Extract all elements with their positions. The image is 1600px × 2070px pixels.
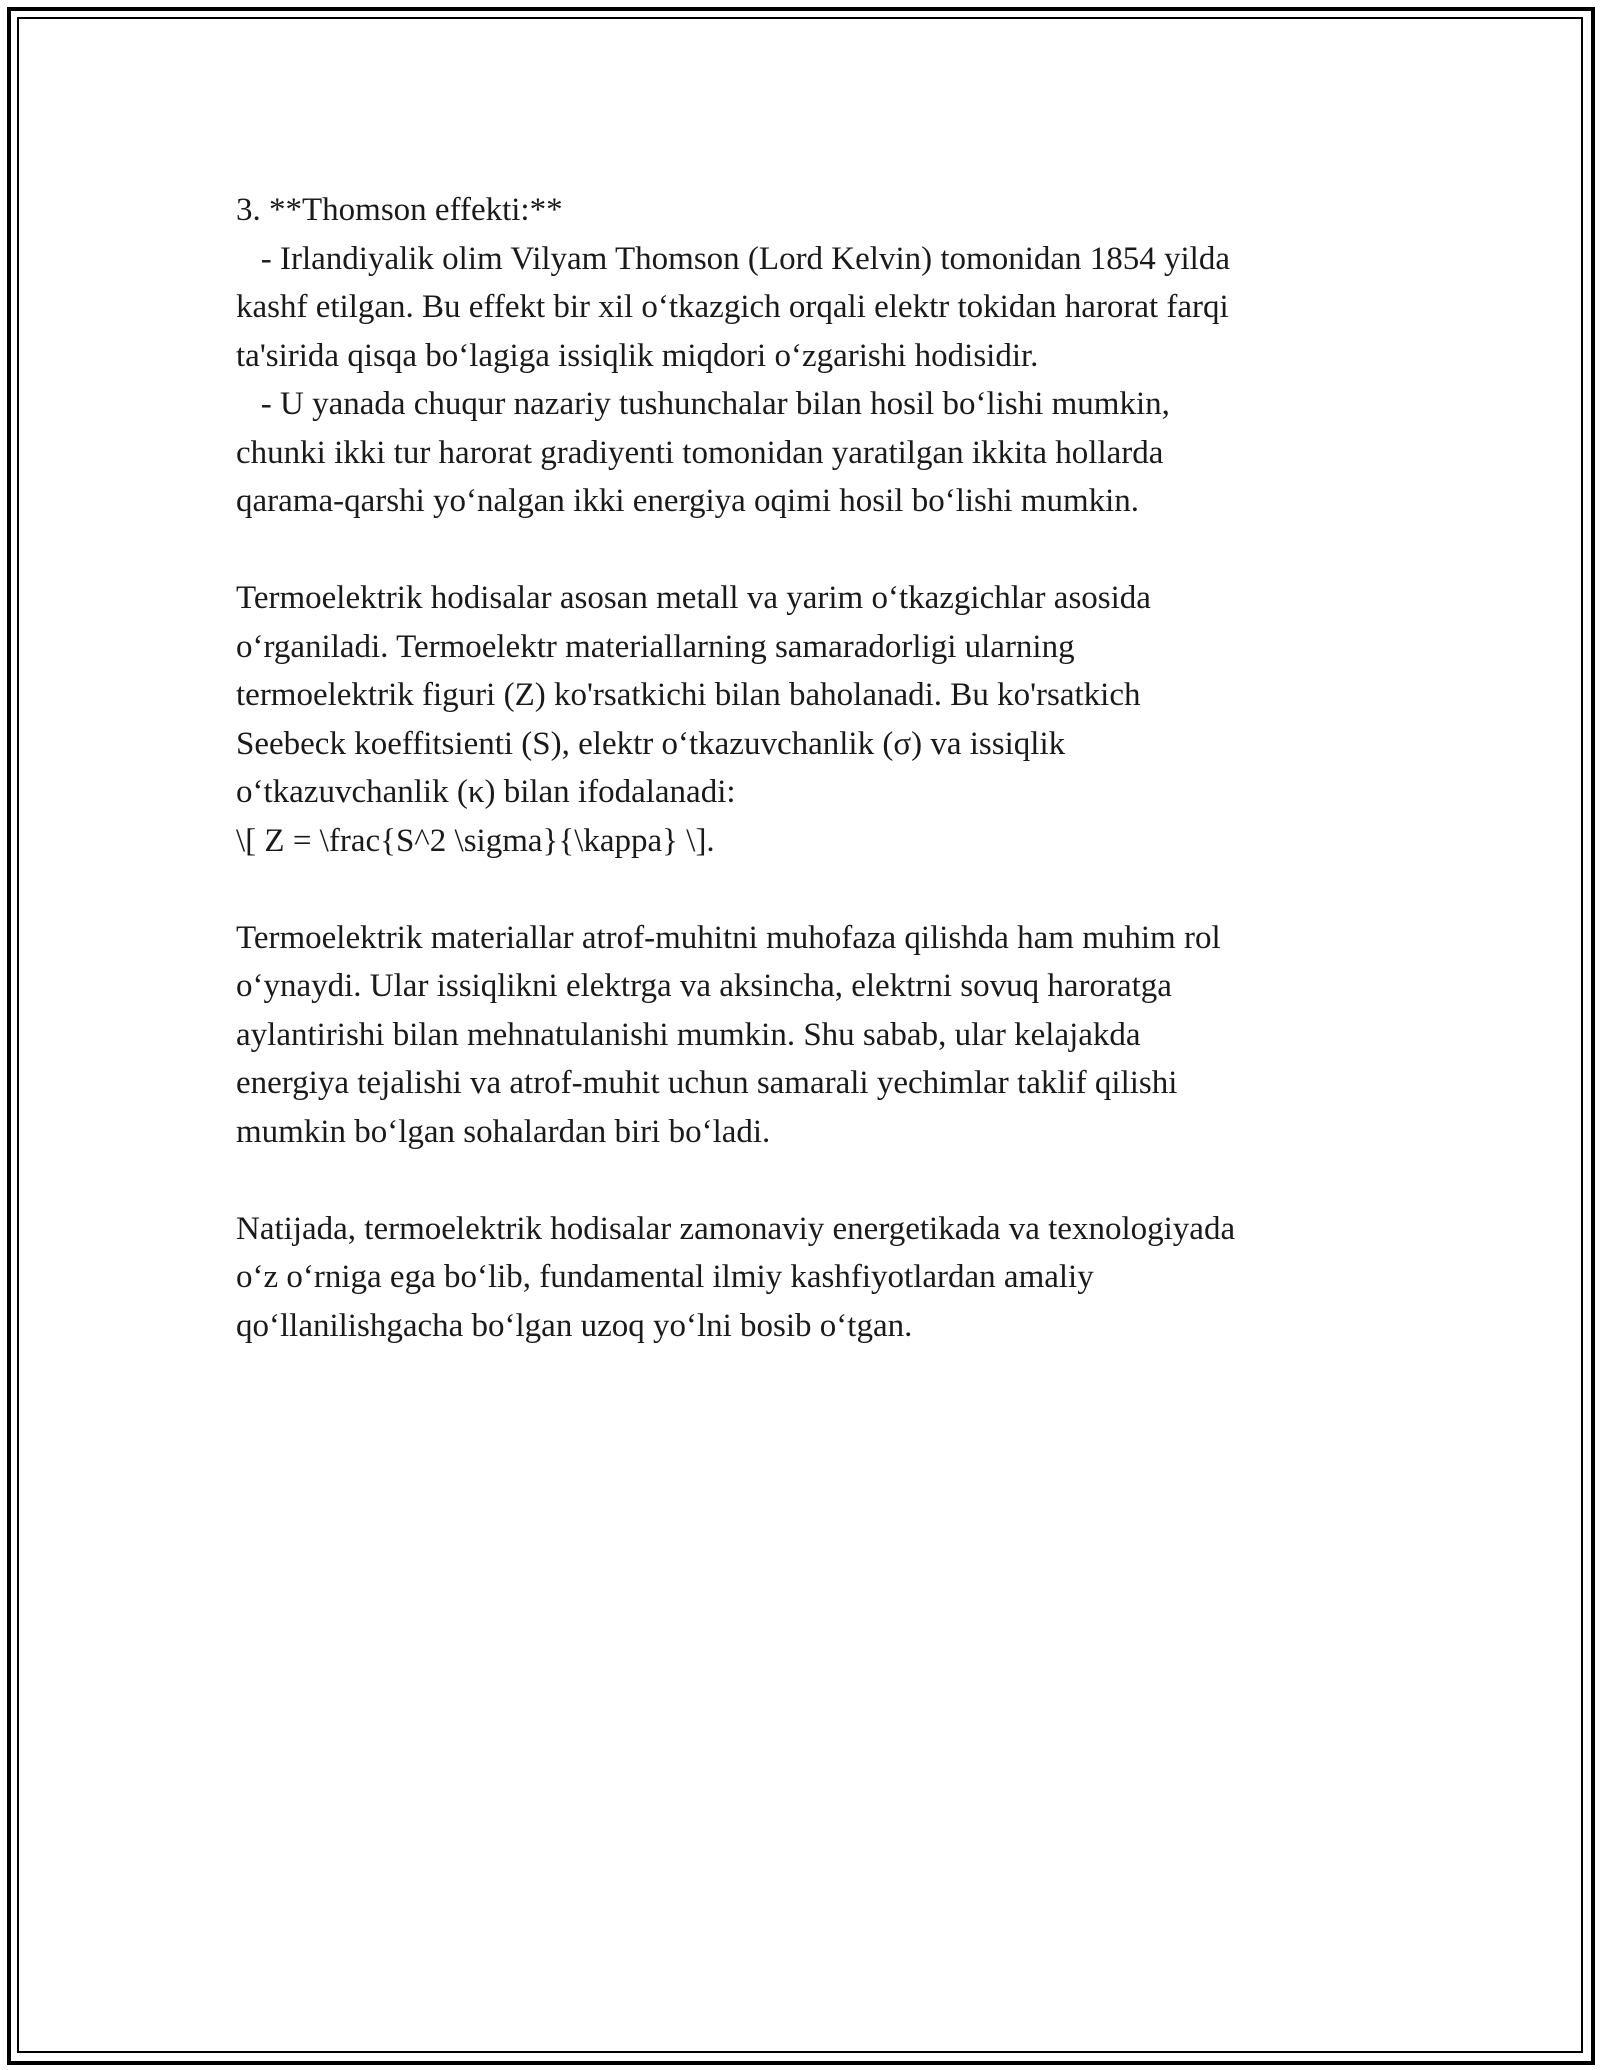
paragraph-spacer <box>236 526 1366 575</box>
text-line: - U yanada chuqur nazariy tushunchalar bilan hosil bo‘lishi mumkin, <box>236 386 1170 422</box>
paragraph-spacer <box>236 865 1366 914</box>
paragraph-conclusion <box>236 1205 1366 1351</box>
text-line: chunki ikki tur harorat gradiyenti tomonidan yaratilgan ikkita hollarda <box>236 434 1164 471</box>
text-line: o‘rganiladi. Termoelektr materiallarning samaradorligi ularning <box>236 628 1075 665</box>
text-line: kashf etilgan. Bu effekt bir xil o‘tkazgich orqali elektr tokidan harorat farqi <box>236 289 1229 325</box>
text-line: Termoelektrik hodisalar asosan metall va yarim o‘tkazgichlar asosida <box>236 580 1151 616</box>
text-line: mumkin bo‘lgan sohalardan biri bo‘ladi. <box>236 1113 771 1150</box>
paragraph-materials <box>236 574 1366 865</box>
text-line: qo‘llanilishgacha bo‘lgan uzoq yo‘lni bosib o‘tgan. <box>236 1307 913 1344</box>
section-heading: 3. **Thomson effekti:** <box>236 192 563 228</box>
text-line: termoelektrik figuri (Z) ko'rsatkichi bilan baholanadi. Bu ko'rsatkich <box>236 677 1141 713</box>
text-line: o‘tkazuvchanlik (κ) bilan ifodalanadi: <box>236 774 736 810</box>
text-line: qarama-qarshi yo‘nalgan ikki energiya oqimi hosil bo‘lishi mumkin. <box>236 483 1140 519</box>
paragraph-spacer <box>236 1156 1366 1205</box>
paragraph-environment <box>236 914 1366 1157</box>
text-line: aylantirishi bilan mehnatulanishi mumkin. Shu sabab, ular kelajakda <box>236 1016 1141 1053</box>
text-line: Natijada, termoelektrik hodisalar zamonaviy energetikada va texnologiyada <box>236 1210 1236 1247</box>
formula-line: \[ Z = \frac{S^2 \sigma}{\kappa} \]. <box>236 822 715 859</box>
text-line: - Irlandiyalik olim Vilyam Thomson (Lord Kelvin) tomonidan 1854 yilda <box>236 240 1230 277</box>
text-line: Seebeck koeffitsienti (S), elektr o‘tkazuvchanlik (σ) va issiqlik <box>236 725 1066 762</box>
document-body <box>236 186 1366 1350</box>
text-line: o‘z o‘rniga ega bo‘lib, fundamental ilmiy kashfiyotlardan amaliy <box>236 1259 1094 1295</box>
text-line: o‘ynaydi. Ular issiqlikni elektrga va aksincha, elektrni sovuq haroratga <box>236 968 1172 1004</box>
text-line: Termoelektrik materiallar atrof-muhitni muhofaza qilishda ham muhim rol <box>236 919 1221 956</box>
text-line: energiya tejalishi va atrof-muhit uchun samarali yechimlar taklif qilishi <box>236 1065 1178 1101</box>
text-line: ta'sirida qisqa bo‘lagiga issiqlik miqdori o‘zgarishi hodisidir. <box>236 337 1039 374</box>
section-thomson-effect <box>236 186 1366 526</box>
